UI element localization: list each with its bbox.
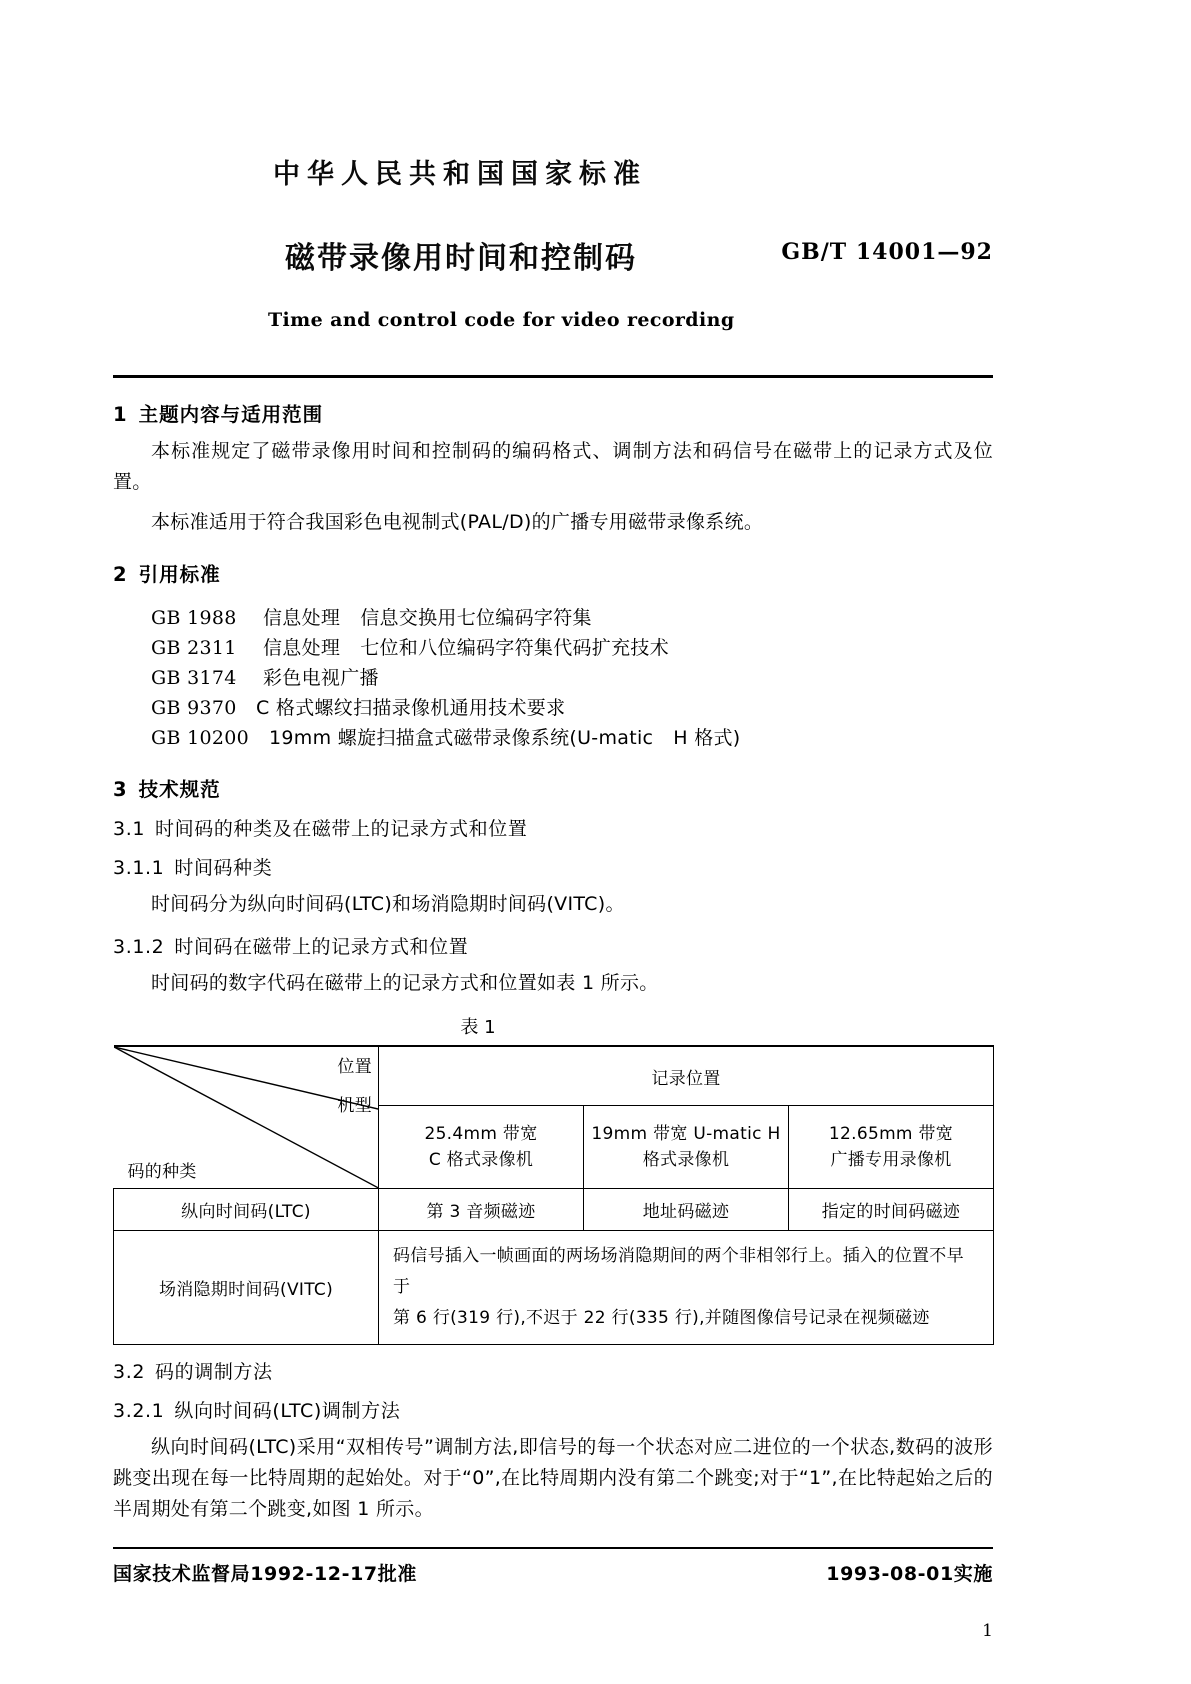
reference-subtitle: 信息交换用七位编码字符集 bbox=[360, 607, 592, 629]
header-divider bbox=[113, 375, 993, 378]
document-title: 磁带录像用时间和控制码 bbox=[285, 241, 637, 276]
column-header-1-line-2: C 格式录像机 bbox=[428, 1150, 534, 1170]
table-column-header-3 bbox=[789, 1106, 994, 1189]
row-ltc-cell-1: 第 3 音频磁迹 bbox=[379, 1189, 584, 1231]
vitc-description-line-1: 码信号插入一帧画面的两场场消隐期间的两个非相邻行上。插入的位置不早于 bbox=[393, 1246, 964, 1297]
section-3-2-title: 码的调制方法 bbox=[155, 1361, 273, 1383]
section-3-heading bbox=[113, 774, 993, 802]
row-label-vitc: 场消隐期时间码(VITC) bbox=[114, 1231, 379, 1345]
section-3-1-2-title: 时间码在磁带上的记录方式和位置 bbox=[174, 936, 469, 958]
reference-subtitle: 七位和八位编码字符集代码扩充技术 bbox=[360, 637, 670, 659]
section-3-2-1-paragraph: 纵向时间码(LTC)采用“双相传号”调制方法,即信号的每一个状态对应二进位的一个状态,数码的波形跳变出现在每一比特周期的起始处。对于“0”,在比特周期内没有第二个跳变;对于“1”,在比特起始之后的半周期处有第二个跳变,如图 1 所示。 bbox=[113, 1436, 993, 1520]
reference-title: C 格式螺纹扫描录像机通用技术要求 bbox=[256, 697, 566, 719]
page-number: 1 bbox=[982, 1621, 993, 1641]
page-footer bbox=[113, 1559, 993, 1641]
section-3-title: 技术规范 bbox=[138, 778, 221, 801]
reference-subtitle: H 格式) bbox=[673, 727, 741, 749]
national-standard-title: 中华人民共和国国家标准 bbox=[273, 159, 647, 190]
section-1-number: 1 bbox=[113, 403, 128, 426]
section-2-number: 2 bbox=[113, 563, 128, 586]
reference-title: 信息处理 bbox=[263, 637, 341, 659]
standard-number: GB/T 14001—92 bbox=[781, 239, 993, 265]
footer-divider bbox=[113, 1547, 993, 1549]
table-1-caption: 表 1 bbox=[460, 1017, 496, 1038]
table-group-header: 记录位置 bbox=[379, 1046, 994, 1106]
page-content bbox=[113, 0, 993, 1641]
table-column-header-1 bbox=[379, 1106, 584, 1189]
section-1-paragraph-1: 本标准规定了磁带录像用时间和控制码的编码格式、调制方法和码信号在磁带上的记录方式及位置。 bbox=[113, 440, 993, 493]
section-3-1-heading bbox=[113, 814, 993, 841]
section-2-title: 引用标准 bbox=[138, 563, 221, 586]
section-3-1-2-heading bbox=[113, 932, 993, 959]
reference-code: GB 2311 bbox=[151, 637, 237, 659]
section-3-1-1-title: 时间码种类 bbox=[174, 857, 273, 879]
corner-label-position: 位置 bbox=[337, 1057, 372, 1077]
table-corner-cell bbox=[114, 1046, 379, 1189]
row-label-ltc: 纵向时间码(LTC) bbox=[114, 1189, 379, 1231]
title-row bbox=[113, 233, 993, 279]
corner-label-machine: 机型 bbox=[337, 1096, 372, 1116]
section-3-2-heading bbox=[113, 1357, 993, 1384]
section-3-1-2-paragraph: 时间码的数字代码在磁带上的记录方式和位置如表 1 所示。 bbox=[151, 972, 659, 994]
table-1 bbox=[113, 1045, 994, 1345]
list-item bbox=[151, 663, 993, 693]
section-3-2-number: 3.2 bbox=[113, 1361, 146, 1383]
table-header-row-1 bbox=[114, 1046, 994, 1106]
section-3-1-2-number: 3.1.2 bbox=[113, 936, 165, 958]
reference-title: 信息处理 bbox=[263, 607, 341, 629]
section-1-heading bbox=[113, 399, 993, 427]
column-header-3-line-1: 12.65mm 带宽 bbox=[828, 1124, 954, 1144]
row-ltc-cell-3: 指定的时间码磁迹 bbox=[789, 1189, 994, 1231]
section-3-2-1-title: 纵向时间码(LTC)调制方法 bbox=[174, 1400, 401, 1422]
reference-code: GB 9370 bbox=[151, 697, 237, 719]
column-header-2-line-1: 19mm 带宽 U-matic H bbox=[591, 1124, 781, 1144]
list-item bbox=[151, 603, 993, 633]
reference-title: 19mm 螺旋扫描盒式磁带录像系统(U-matic bbox=[269, 727, 654, 749]
masthead bbox=[113, 0, 993, 331]
vitc-description-line-2: 第 6 行(319 行),不迟于 22 行(335 行),并随图像信号记录在视频磁迹 bbox=[393, 1308, 930, 1328]
table-column-header-2 bbox=[584, 1106, 789, 1189]
section-3-2-1-heading bbox=[113, 1396, 993, 1423]
reference-code: GB 3174 bbox=[151, 667, 237, 689]
column-header-3-line-2: 广播专用录像机 bbox=[830, 1150, 952, 1170]
section-1-paragraph-2: 本标准适用于符合我国彩色电视制式(PAL/D)的广播专用磁带录像系统。 bbox=[151, 511, 764, 533]
section-3-1-1-paragraph: 时间码分为纵向时间码(LTC)和场消隐期时间码(VITC)。 bbox=[151, 893, 625, 915]
table-row bbox=[114, 1231, 994, 1345]
approval-info: 国家技术监督局1992-12-17批准 bbox=[113, 1563, 417, 1585]
section-3-1-1-number: 3.1.1 bbox=[113, 857, 165, 879]
section-2-heading bbox=[113, 559, 993, 587]
list-item bbox=[151, 633, 993, 663]
reference-title: 彩色电视广播 bbox=[263, 667, 379, 689]
section-3-1-1-heading bbox=[113, 853, 993, 880]
referenced-standards-list bbox=[113, 603, 993, 753]
list-item bbox=[151, 723, 993, 753]
section-3-2-1-number: 3.2.1 bbox=[113, 1400, 165, 1422]
english-title: Time and control code for video recording bbox=[268, 309, 735, 331]
implementation-date: 1993-08-01实施 bbox=[826, 1563, 993, 1585]
section-1-title: 主题内容与适用范围 bbox=[138, 403, 324, 426]
row-vitc-description bbox=[379, 1231, 994, 1345]
column-header-2-line-2: 格式录像机 bbox=[642, 1150, 730, 1170]
reference-code: GB 1988 bbox=[151, 607, 237, 629]
section-3-number: 3 bbox=[113, 778, 128, 801]
list-item bbox=[151, 693, 993, 723]
row-ltc-cell-2: 地址码磁迹 bbox=[584, 1189, 789, 1231]
section-3-1-number: 3.1 bbox=[113, 818, 146, 840]
column-header-1-line-1: 25.4mm 带宽 bbox=[424, 1124, 538, 1144]
corner-label-kind: 码的种类 bbox=[127, 1162, 197, 1182]
section-3-1-title: 时间码的种类及在磁带上的记录方式和位置 bbox=[155, 818, 528, 840]
reference-code: GB 10200 bbox=[151, 727, 250, 749]
table-row bbox=[114, 1189, 994, 1231]
